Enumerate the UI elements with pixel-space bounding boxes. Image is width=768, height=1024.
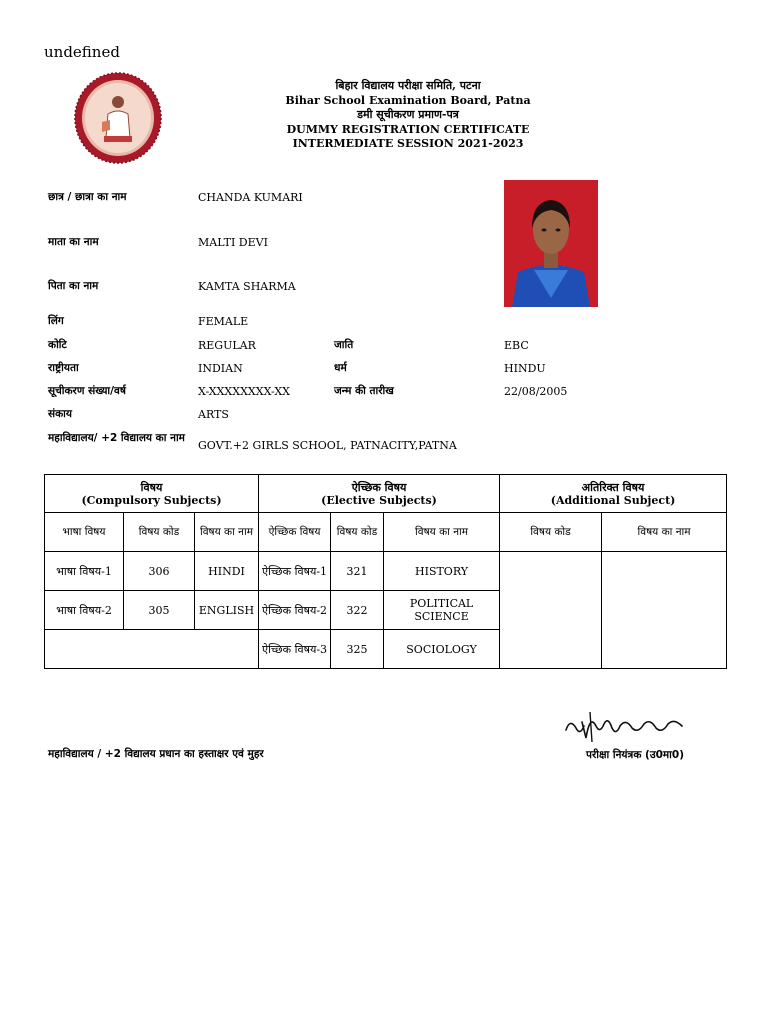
elective-subject-cell: ऐच्छिक विषय-1 bbox=[259, 552, 331, 591]
mother-name-label: माता का नाम bbox=[48, 236, 99, 248]
language-subject-cell: भाषा विषय-1 bbox=[45, 552, 124, 591]
bseb-logo bbox=[74, 72, 162, 164]
dob-label: जन्म की तारीख bbox=[334, 385, 394, 397]
principal-signature-label: महाविद्यालय / +2 विद्यालय प्रधान का हस्ताक्षर एवं मुहर bbox=[48, 748, 264, 760]
caste-value: EBC bbox=[504, 339, 529, 352]
dob-value: 22/08/2005 bbox=[504, 385, 568, 398]
header-line-hindi-board: बिहार विद्यालय परीक्षा समिति, पटना bbox=[335, 79, 481, 92]
empty-compulsory-cell bbox=[45, 630, 259, 669]
gender-label: लिंग bbox=[48, 315, 64, 327]
elective-group-header: ऐच्छिक विषय (Elective Subjects) bbox=[259, 475, 500, 513]
subject-code-cell: 306 bbox=[124, 552, 195, 591]
registration-value: X-XXXXXXXX-XX bbox=[198, 385, 291, 398]
table-group-header-row bbox=[45, 475, 727, 513]
elective-subject-cell: ऐच्छिक विषय-2 bbox=[259, 591, 331, 630]
religion-label: धर्म bbox=[334, 362, 347, 374]
additional-code-cell bbox=[500, 552, 602, 669]
father-name-label: पिता का नाम bbox=[48, 280, 99, 292]
gender-value: FEMALE bbox=[198, 315, 249, 328]
language-subject-cell: भाषा विषय-2 bbox=[45, 591, 124, 630]
college-label: महाविद्यालय/ +2 विद्यालय का नाम bbox=[48, 432, 185, 444]
faculty-value: ARTS bbox=[198, 408, 229, 421]
col-header-language: भाषा विषय bbox=[45, 513, 124, 552]
header-line-title: DUMMY REGISTRATION CERTIFICATE bbox=[286, 122, 530, 136]
registration-label: सूचीकरण संख्या/वर्ष bbox=[48, 385, 126, 397]
col-header-elective: ऐच्छिक विषय bbox=[259, 513, 331, 552]
nationality-label: राष्ट्रीयता bbox=[48, 362, 79, 374]
subject-name-cell: HINDI bbox=[195, 552, 259, 591]
header-line-english-board: Bihar School Examination Board, Patna bbox=[285, 93, 531, 107]
compulsory-group-header: विषय (Compulsory Subjects) bbox=[45, 475, 259, 513]
col-header-elective-code: विषय कोड bbox=[331, 513, 384, 552]
student-photo bbox=[504, 180, 598, 307]
col-header-code: विषय कोड bbox=[124, 513, 195, 552]
subject-code-cell: 305 bbox=[124, 591, 195, 630]
controller-signature bbox=[560, 708, 690, 744]
elective-subject-cell: ऐच्छिक विषय-3 bbox=[259, 630, 331, 669]
col-header-additional-code: विषय कोड bbox=[500, 513, 602, 552]
college-value: GOVT.+2 GIRLS SCHOOL, PATNACITY,PATNA bbox=[198, 439, 457, 452]
student-name-value: CHANDA KUMARI bbox=[198, 191, 303, 204]
table-row bbox=[45, 552, 727, 591]
controller-signature-label: परीक्षा नियंत्रक (उ0मा0) bbox=[586, 749, 684, 761]
mother-name-value: MALTI DEVI bbox=[198, 236, 268, 249]
subject-name-cell: ENGLISH bbox=[195, 591, 259, 630]
faculty-label: संकाय bbox=[48, 408, 72, 420]
elective-name-cell: SOCIOLOGY bbox=[384, 630, 500, 669]
additional-group-header: अतिरिक्त विषय (Additional Subject) bbox=[500, 475, 727, 513]
elective-name-cell: POLITICAL SCIENCE bbox=[384, 591, 500, 630]
elective-name-cell: HISTORY bbox=[384, 552, 500, 591]
nationality-value: INDIAN bbox=[198, 362, 243, 375]
religion-value: HINDU bbox=[504, 362, 546, 375]
header-line-hindi-title: डमी सूचीकरण प्रमाण-पत्र bbox=[357, 108, 459, 121]
table-column-header-row bbox=[45, 513, 727, 552]
col-header-additional-name: विषय का नाम bbox=[602, 513, 727, 552]
additional-name-cell bbox=[602, 552, 727, 669]
col-header-name: विषय का नाम bbox=[195, 513, 259, 552]
subjects-table bbox=[44, 474, 727, 669]
elective-code-cell: 325 bbox=[331, 630, 384, 669]
stray-text: undefined bbox=[44, 43, 120, 61]
certificate-header bbox=[258, 79, 558, 152]
caste-label: जाति bbox=[334, 339, 354, 351]
header-line-session: INTERMEDIATE SESSION 2021-2023 bbox=[292, 137, 524, 150]
elective-code-cell: 322 bbox=[331, 591, 384, 630]
elective-code-cell: 321 bbox=[331, 552, 384, 591]
father-name-value: KAMTA SHARMA bbox=[198, 280, 296, 293]
student-name-label: छात्र / छात्रा का नाम bbox=[48, 191, 127, 203]
category-label: कोटि bbox=[48, 339, 67, 351]
category-value: REGULAR bbox=[198, 339, 256, 352]
col-header-elective-name: विषय का नाम bbox=[384, 513, 500, 552]
